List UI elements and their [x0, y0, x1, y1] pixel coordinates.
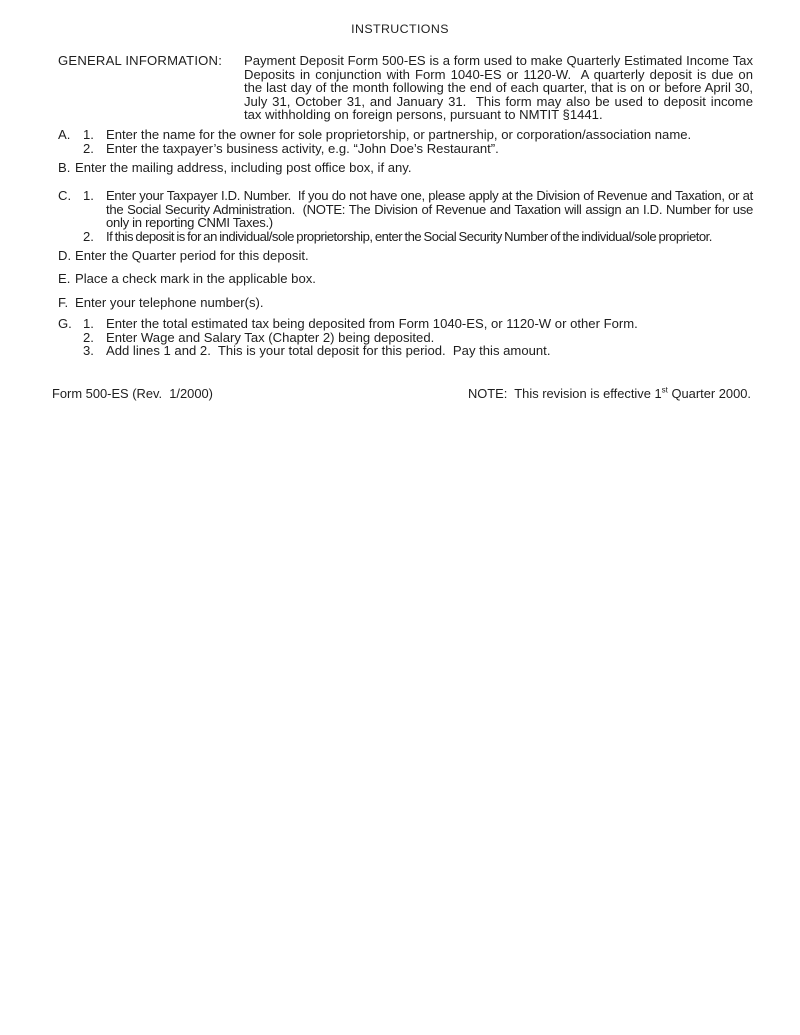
section-text: Enter the Quarter period for this deposit. [75, 248, 309, 263]
section-letter: E. [58, 271, 71, 286]
item-number: 1. [83, 316, 94, 331]
item-number: 2. [83, 228, 94, 244]
section-text: Enter your telephone number(s). [75, 295, 264, 310]
section-text: Enter the mailing address, including post office box, if any. [75, 160, 412, 175]
section-b [58, 161, 753, 175]
item-text: If this deposit is for an individual/sole proprietorship, enter the Social Security Number of the individual/sole proprietor. [106, 228, 712, 244]
item-number: 2. [83, 140, 94, 156]
section-body [83, 317, 753, 358]
page-footer [52, 387, 751, 401]
section-letter: F. [58, 295, 69, 310]
section-g [58, 317, 753, 358]
section-f [58, 296, 753, 310]
item-number: 1. [83, 127, 94, 142]
footer-note-superscript: st [661, 385, 668, 395]
item-text: Add lines 1 and 2. This is your total deposit for this period. Pay this amount. [106, 343, 551, 358]
general-information-text: Payment Deposit Form 500-ES is a form used to make Quarterly Estimated Income Tax Deposits in conjunction with Form 1040-ES or 1120-W. A quarterly deposit is due on the last day of the month following the end of each quarter, that is on or before April 30, July 31, October 31, and January 31. This form may also be used to deposit income tax withholding on foreign persons, pursuant to NMTIT §1441. [244, 53, 757, 122]
footer-note-prefix: NOTE: This revision is effective 1 [467, 386, 662, 401]
item-text: Enter the name for the owner for sole proprietorship, or partnership, or corporation/association name. [106, 127, 692, 142]
section-body [83, 128, 753, 155]
list-item [83, 317, 753, 331]
section-c [58, 188, 760, 244]
section-a [58, 128, 753, 155]
item-text: Enter your Taxpayer I.D. Number. If you do not have one, please apply at the Division of Revenue and Taxation, or at the Social Security Administration. (NOTE: The Division of Revenue and Taxation will assign an I.D. Number for use only in reporting CNMI Taxes.) [106, 188, 760, 230]
list-item [83, 142, 753, 156]
section-body [83, 188, 760, 244]
list-item [83, 230, 753, 244]
section-d [58, 249, 753, 263]
section-letter: A. [58, 127, 71, 142]
item-text: Enter Wage and Salary Tax (Chapter 2) being deposited. [106, 329, 435, 345]
footer-note [468, 387, 751, 401]
section-letter: D. [58, 248, 72, 263]
list-item [83, 188, 760, 230]
footer-form-id: Form 500-ES (Rev. 1/2000) [52, 386, 213, 401]
item-number: 3. [83, 343, 94, 358]
section-letter: C. [58, 188, 72, 203]
section-text: Place a check mark in the applicable box. [75, 271, 316, 286]
item-text: Enter the taxpayer’s business activity, e.g. “John Doe’s Restaurant”. [106, 140, 499, 156]
list-item [83, 128, 753, 142]
general-information-label: GENERAL INFORMATION: [58, 53, 223, 68]
item-text: Enter the total estimated tax being deposited from Form 1040-ES, or 1120-W or other Form. [106, 316, 638, 331]
page-title: INSTRUCTIONS [351, 22, 449, 36]
section-letter: B. [58, 160, 71, 175]
item-number: 2. [83, 329, 94, 345]
list-item [83, 344, 753, 358]
general-information-block [58, 53, 757, 122]
item-number: 1. [83, 188, 94, 203]
section-letter: G. [58, 316, 72, 331]
list-item [83, 331, 753, 345]
footer-note-suffix: Quarter 2000. [667, 386, 751, 401]
section-e [58, 272, 753, 286]
